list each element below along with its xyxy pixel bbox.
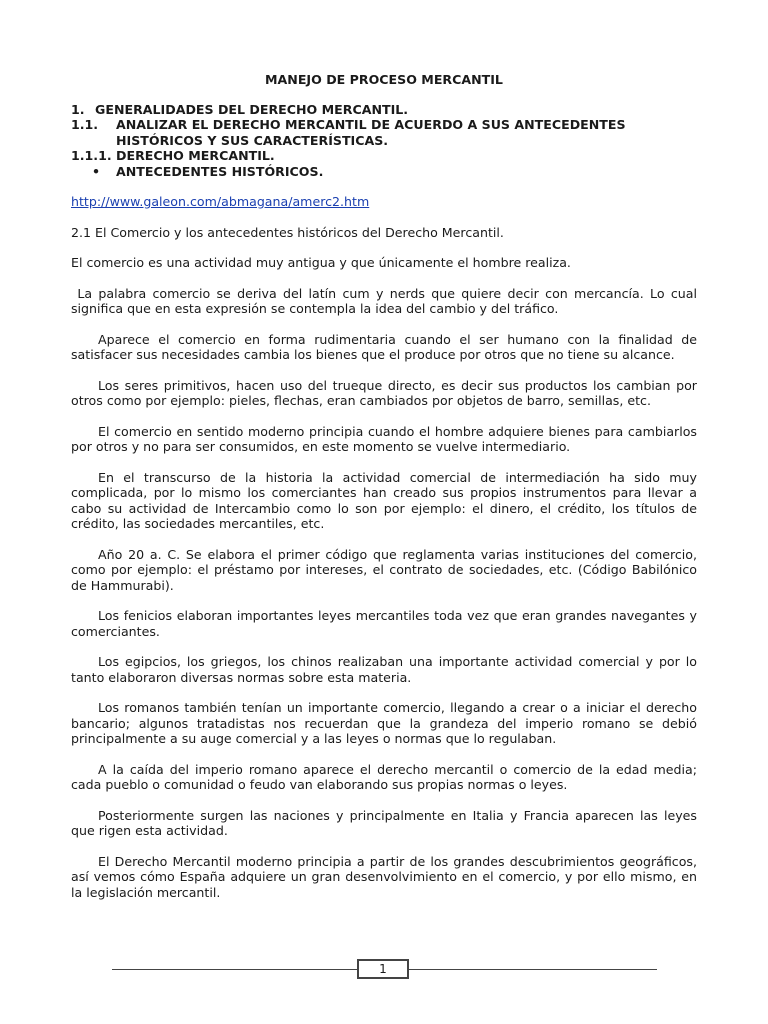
bullet-text: ANTECEDENTES HISTÓRICOS. [116, 163, 324, 179]
paragraph: El Derecho Mercantil moderno principia a partir de los grandes descubrimientos geográficos, así vemos cómo España adquiere un gran desenvolvimiento en el comercio, y por ello mismo, en la legislación mercantil. [71, 853, 697, 900]
heading-1-text: GENERALIDADES DEL DERECHO MERCANTIL. [95, 101, 409, 117]
page-number: 1 [357, 959, 409, 979]
paragraph: Los romanos también tenían un importante comercio, llegando a crear o a iniciar el derecho bancario; algunos tratadistas nos recuerdan que la grandeza del imperio romano se debió principalmente a su auge comercial y a las leyes o normas que lo regulaban. [71, 700, 697, 746]
bullet-icon: • [91, 163, 100, 179]
paragraph: La palabra comercio se deriva del latín cum y nerds que quiere decir con mercancía. Lo cual significa que en esta expresión se contempla la idea del cambio y del tráfico. [71, 285, 701, 316]
heading-1-1-text: ANALIZAR EL DERECHO MERCANTIL DE ACUERDO A SUS ANTECEDENTES HISTÓRICOS Y SUS CARACTERÍSTICAS. [116, 117, 626, 148]
paragraph: Año 20 a. C. Se elabora el primer código que reglamenta varias instituciones del comercio, como por ejemplo: el préstamo por intereses, el contrato de sociedades, etc. (Código Babilónico de Hammurabi). [71, 546, 697, 593]
paragraph-section-title: 2.1 El Comercio y los antecedentes históricos del Derecho Mercantil. [71, 224, 504, 240]
paragraph: Los seres primitivos, hacen uso del trueque directo, es decir sus productos los cambian por otros como por ejemplo: pieles, flechas, eran cambiados por objetos de barro, semillas, etc. [71, 377, 697, 408]
paragraph: Los egipcios, los griegos, los chinos realizaban una importante actividad comercial y por lo tanto elaboraron diversas normas sobre esta materia. [71, 654, 697, 685]
heading-1-1-number: 1.1. [71, 117, 99, 132]
paragraph: A la caída del imperio romano aparece el derecho mercantil o comercio de la edad media; cada pueblo o comunidad o feudo van elaborando sus propias normas o leyes. [71, 761, 697, 792]
document-body [71, 72, 701, 900]
paragraph: En el transcurso de la historia la actividad comercial de intermediación ha sido muy complicada, por lo mismo los comerciantes han creado sus propios instrumentos para llevar a cabo su actividad de Intercambio como lo son por ejemplo: el dinero, el crédito, los títulos de crédito, las sociedades mercantiles, etc. [71, 469, 697, 531]
paragraph: El comercio en sentido moderno principia cuando el hombre adquiere bienes para cambiarlos por otros y no para ser consumidos, en este momento se vuelve intermediario. [71, 423, 697, 454]
paragraph: Aparece el comercio en forma rudimentaria cuando el ser humano con la finalidad de satisfacer sus necesidades cambia los bienes que el produce por otros que no tiene su alcance. [71, 331, 697, 362]
paragraph: El comercio es una actividad muy antigua y que únicamente el hombre realiza. [71, 255, 571, 270]
paragraph: Posteriormente surgen las naciones y principalmente en Italia y Francia aparecen las leyes que rigen esta actividad. [71, 807, 697, 838]
heading-1-number: 1. [71, 101, 85, 117]
heading-1 [71, 102, 697, 118]
bullet-item [71, 164, 697, 180]
source-link[interactable]: http://www.galeon.com/abmagana/amerc2.htm [71, 194, 370, 209]
document-title: MANEJO DE PROCESO MERCANTIL [265, 72, 503, 87]
paragraph: Los fenicios elaboran importantes leyes mercantiles toda vez que eran grandes navegantes y comerciantes. [71, 608, 697, 639]
heading-1-1-1: 1.1.1. DERECHO MERCANTIL. [71, 148, 275, 163]
heading-1-1 [71, 117, 697, 148]
